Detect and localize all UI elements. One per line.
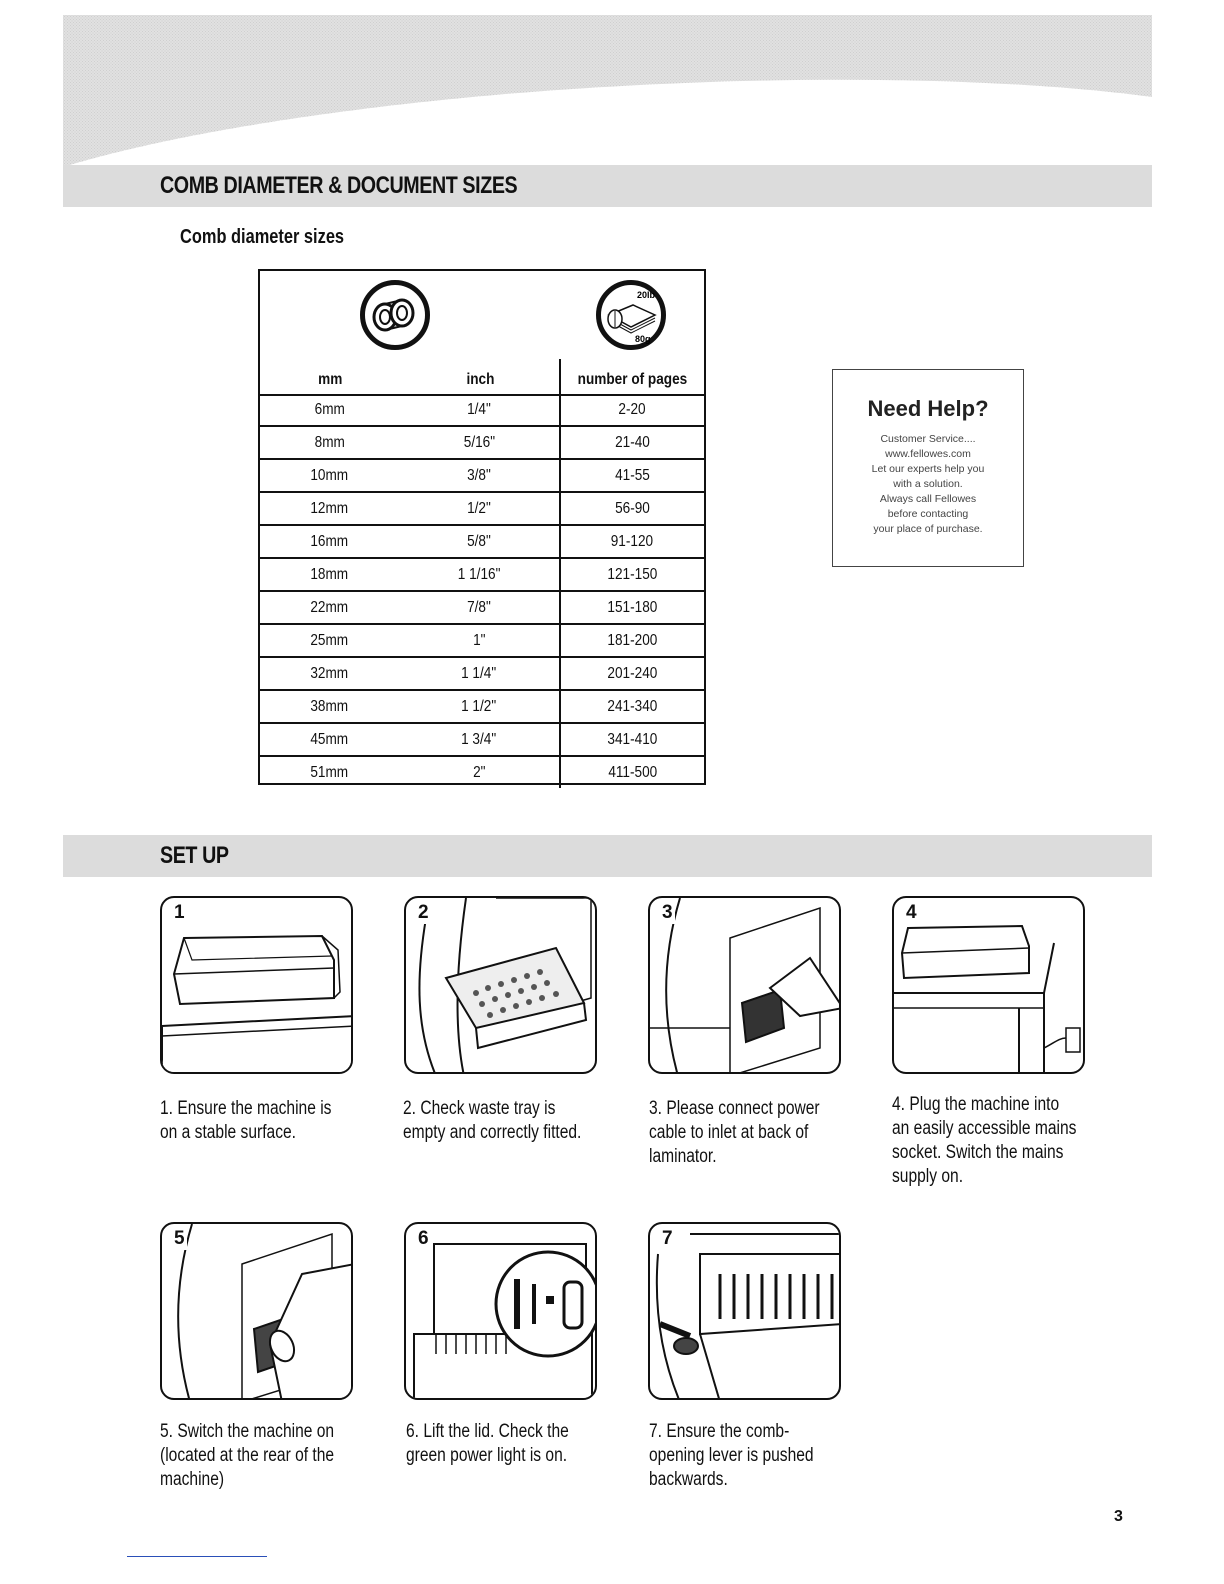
- need-help-title: Need Help?: [867, 396, 989, 421]
- cell-inch: 5/16": [463, 433, 495, 451]
- cell-pages: 21-40: [614, 433, 650, 451]
- table-row: [260, 724, 704, 757]
- step-number: 2: [418, 902, 429, 923]
- table-row: [260, 757, 704, 788]
- paper-weight-g: 80g: [635, 334, 651, 344]
- cell-mm: 16mm: [310, 532, 349, 550]
- step-number: 4: [906, 902, 917, 923]
- cell-pages: 151-180: [607, 598, 658, 616]
- cell-pages: 241-340: [607, 697, 658, 715]
- step-number: 6: [418, 1228, 429, 1249]
- cell-pages: 56-90: [614, 499, 650, 517]
- cell-inch: 5/8": [467, 532, 491, 550]
- cell-mm: 45mm: [310, 730, 349, 748]
- footer-link-line: [127, 1556, 267, 1557]
- step-2-caption: 2. Check waste tray is empty and correctly fitted.: [403, 1098, 582, 1143]
- step-3-illustration: [648, 896, 841, 1074]
- section-bar-comb: [63, 165, 1152, 207]
- cell-inch: 1 1/16": [457, 565, 501, 583]
- table-row: [260, 559, 704, 592]
- table-row: [260, 658, 704, 691]
- table-row: [260, 460, 704, 493]
- cell-mm: 51mm: [310, 763, 349, 781]
- cell-pages: 121-150: [607, 565, 658, 583]
- cell-mm: 12mm: [310, 499, 349, 517]
- help-line: Customer Service....: [880, 433, 976, 445]
- comb-sizes-subtitle: Comb diameter sizes: [180, 226, 345, 248]
- step-3-caption: 3. Please connect power cable to inlet at back of laminator.: [649, 1098, 820, 1167]
- step-5-caption: 5. Switch the machine on (located at the rear of the machine): [160, 1421, 335, 1490]
- table-row: [260, 691, 704, 724]
- help-line: with a solution.: [893, 478, 963, 490]
- cell-mm: 38mm: [310, 697, 349, 715]
- step-number: 3: [662, 902, 673, 923]
- step-6-caption: 6. Lift the lid. Check the green power light is on.: [406, 1421, 569, 1466]
- cell-mm: 18mm: [310, 565, 349, 583]
- page-number: 3: [1114, 1508, 1123, 1525]
- step-7-caption: 7. Ensure the comb-opening lever is pushed backwards.: [649, 1421, 814, 1490]
- step-6-illustration: [404, 1222, 597, 1400]
- step-4-illustration: [892, 896, 1085, 1074]
- step-7-illustration: [648, 1222, 841, 1400]
- header-mm: mm: [317, 371, 343, 388]
- table-row: [260, 394, 704, 427]
- help-line: your place of purchase.: [873, 523, 983, 535]
- help-line: Always call Fellowes: [879, 493, 977, 505]
- step-4-caption: 4. Plug the machine into an easily accessible mains socket. Switch the mains supply on.: [892, 1094, 1077, 1187]
- paper-stack-icon: [596, 280, 666, 350]
- cell-inch: 1/4": [467, 400, 491, 418]
- comb-icon: [360, 280, 430, 350]
- cell-mm: 10mm: [310, 466, 349, 484]
- paper-weight-lb: 20lb: [637, 290, 656, 300]
- cell-mm: 6mm: [314, 400, 345, 418]
- step-number: 5: [174, 1228, 185, 1249]
- table-header: [260, 366, 704, 396]
- section-title-comb: COMB DIAMETER & DOCUMENT SIZES: [160, 172, 518, 199]
- cell-inch: 3/8": [467, 466, 491, 484]
- cell-pages: 411-500: [607, 763, 657, 781]
- cell-inch: 1/2": [467, 499, 491, 517]
- step-2-illustration: [404, 896, 597, 1074]
- header-inch: inch: [466, 371, 494, 388]
- cell-inch: 1 3/4": [461, 730, 497, 748]
- need-help-box: [832, 369, 1024, 567]
- cell-pages: 91-120: [611, 532, 654, 550]
- cell-inch: 1": [472, 631, 486, 649]
- table-row: [260, 592, 704, 625]
- cell-pages: 341-410: [607, 730, 658, 748]
- step-1-illustration: [160, 896, 353, 1074]
- comb-size-table: [258, 269, 706, 785]
- cell-pages: 181-200: [607, 631, 658, 649]
- step-5-illustration: [160, 1222, 353, 1400]
- cell-pages: 201-240: [607, 664, 658, 682]
- cell-pages: 41-55: [614, 466, 650, 484]
- step-number: 7: [662, 1228, 673, 1249]
- help-line: before contacting: [887, 508, 969, 520]
- table-row: [260, 493, 704, 526]
- section-title-setup: SET UP: [160, 842, 229, 869]
- cell-mm: 25mm: [310, 631, 349, 649]
- cell-mm: 8mm: [314, 433, 345, 451]
- cell-mm: 32mm: [310, 664, 349, 682]
- table-row: [260, 625, 704, 658]
- help-line: Let our experts help you: [871, 463, 985, 475]
- section-bar-setup: [63, 835, 1152, 877]
- header-decoration: [63, 15, 1152, 165]
- cell-mm: 22mm: [310, 598, 349, 616]
- step-number: 1: [174, 902, 185, 923]
- step-1-caption: 1. Ensure the machine is on a stable surface.: [160, 1098, 332, 1143]
- help-line: www.fellowes.com: [885, 448, 971, 460]
- header-pages: number of pages: [577, 371, 687, 388]
- cell-inch: 1 1/2": [461, 697, 497, 715]
- cell-inch: 2": [472, 763, 486, 781]
- table-row: [260, 526, 704, 559]
- cell-inch: 7/8": [467, 598, 491, 616]
- need-help-text: [833, 432, 1023, 537]
- cell-pages: 2-20: [618, 400, 646, 418]
- table-row: [260, 427, 704, 460]
- cell-inch: 1 1/4": [461, 664, 497, 682]
